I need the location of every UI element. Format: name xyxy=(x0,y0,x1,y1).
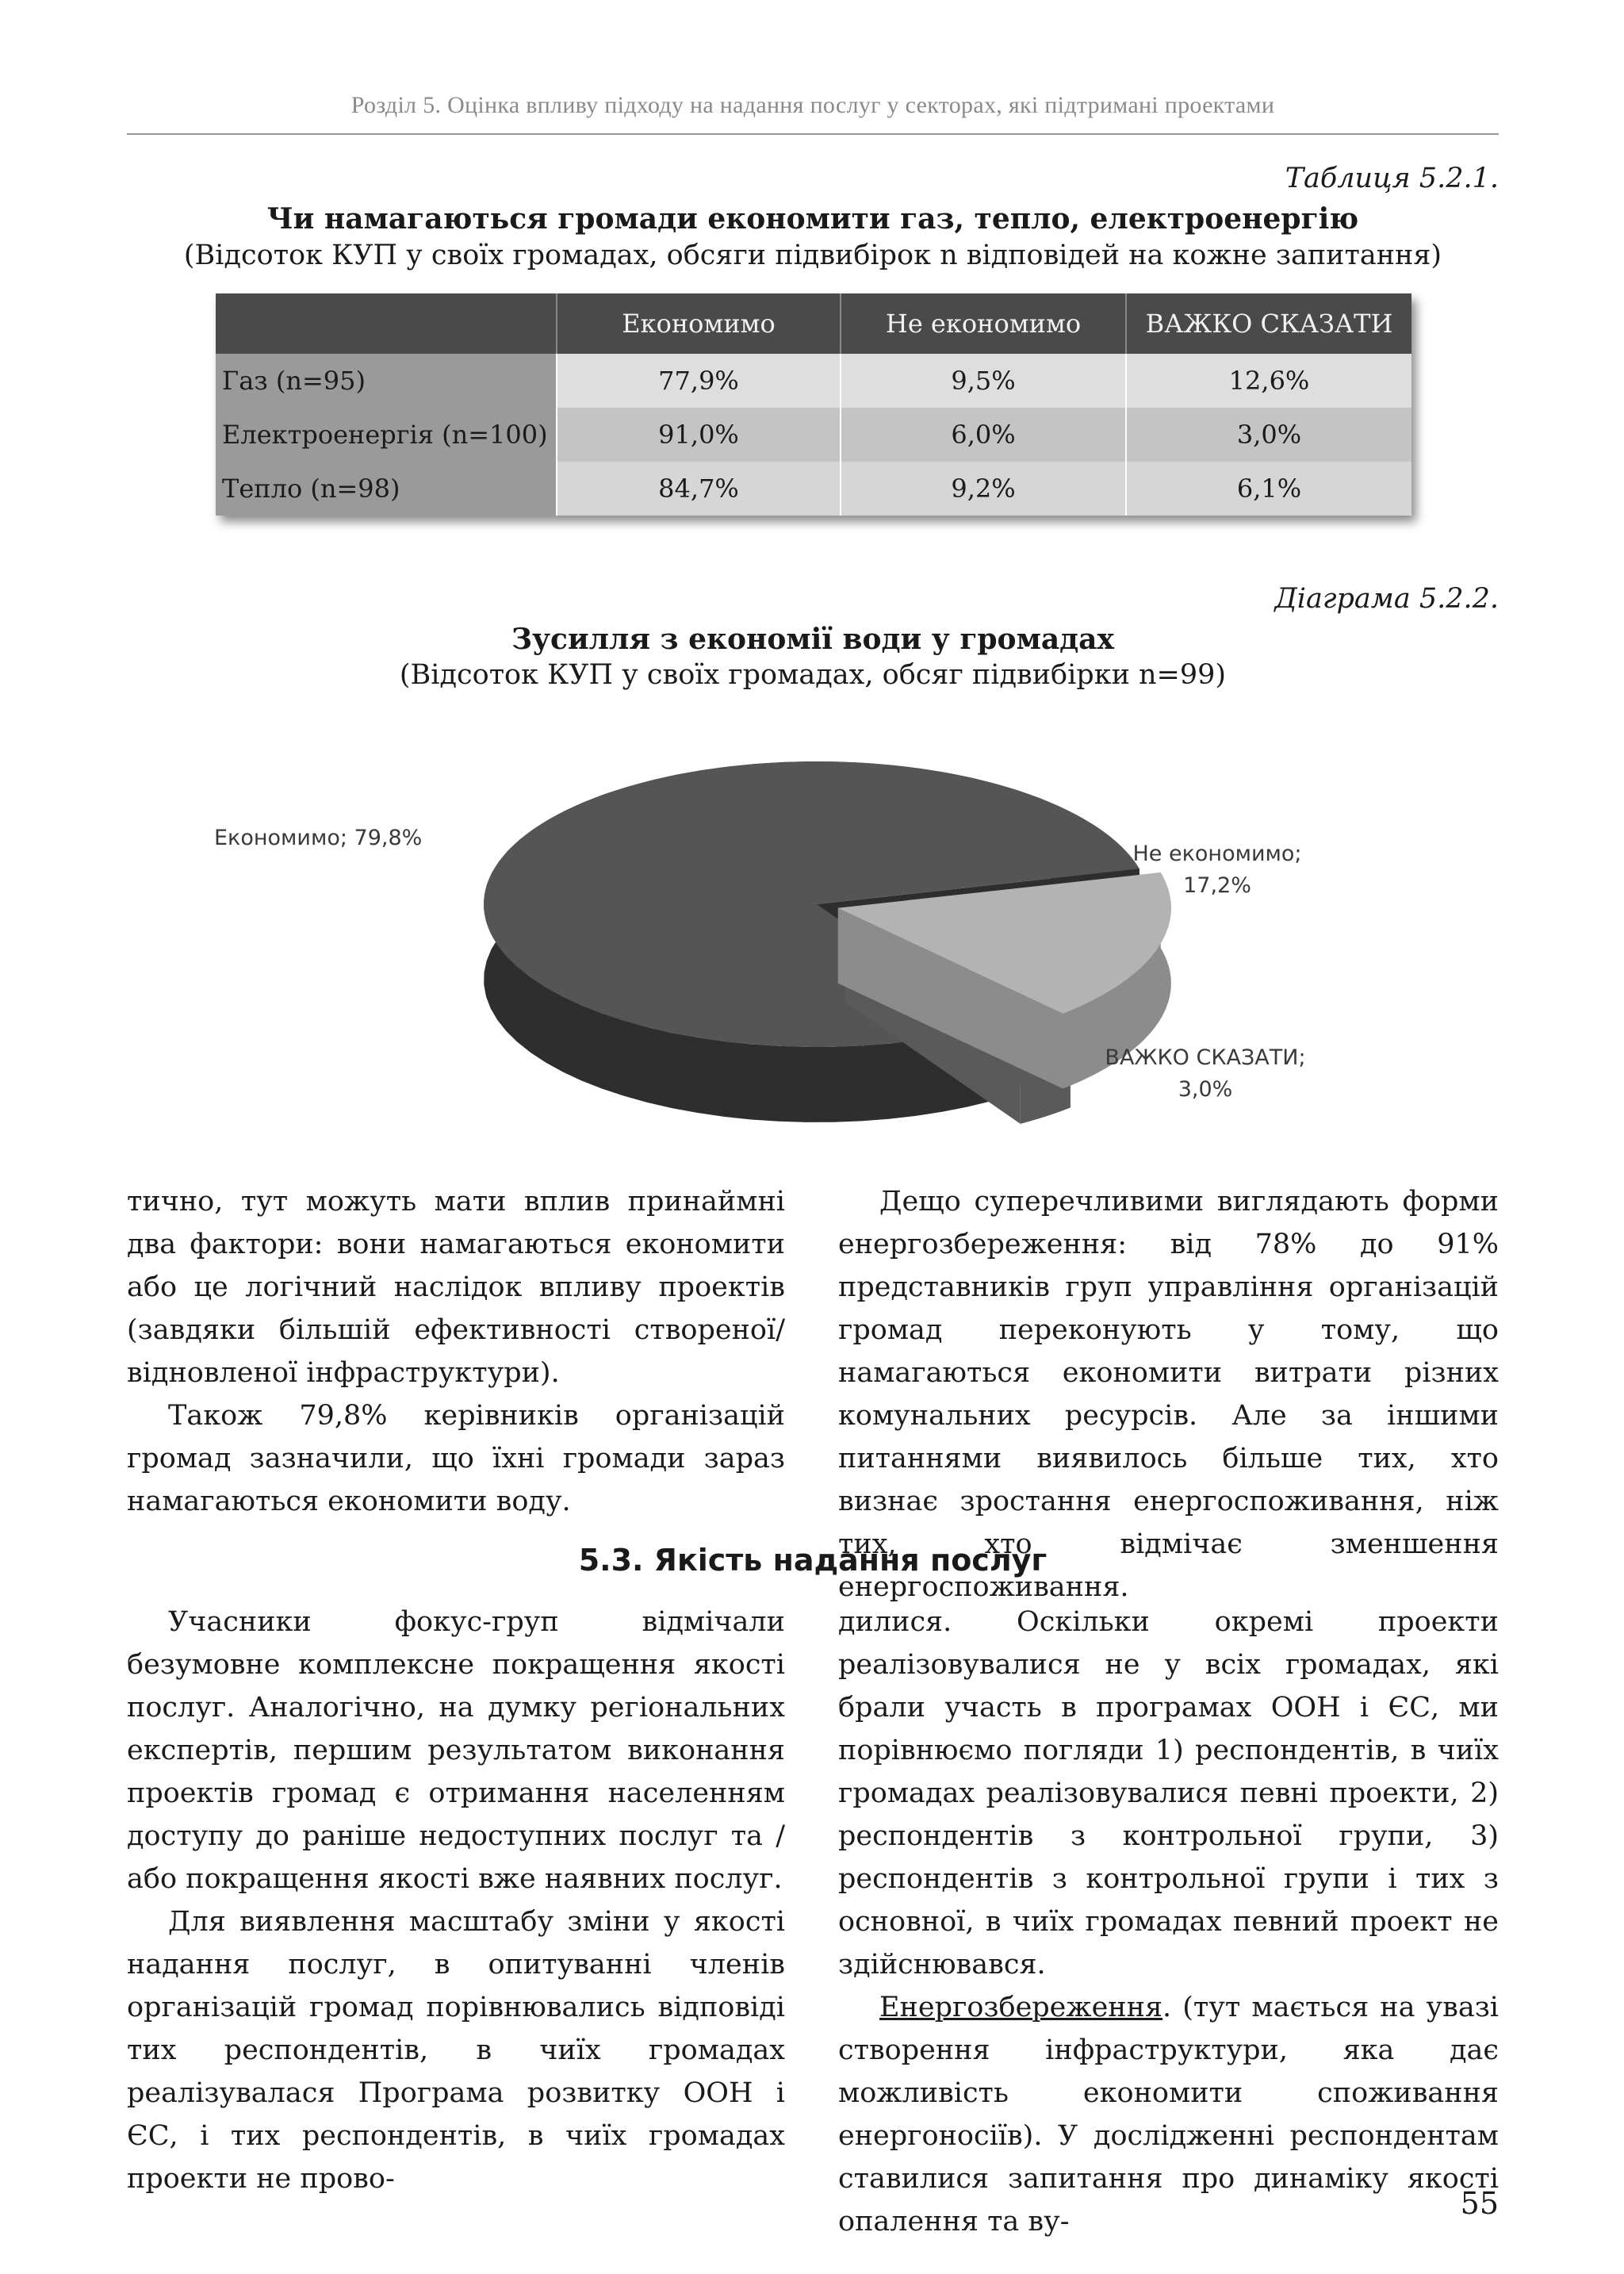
table-cell: 91,0% xyxy=(557,408,841,462)
body-bottom-left xyxy=(127,1601,785,2200)
paragraph: Для виявлення масштабу зміни у якості надання послуг, в опитуванні членів організацій громад порівнювались відповіді тих респондентів, в чиїх громадах реалізувалася Програма розвитку ООН і ЄС, і тих респондентів, в чиїх громадах проекти не прово- xyxy=(127,1906,785,2195)
pie-data-label: 3,0% xyxy=(1178,1077,1233,1102)
table-cell: 84,7% xyxy=(557,462,841,516)
chart-title: Зусилля з економії води у громадах xyxy=(511,623,1114,656)
row-label: Газ (n=95) xyxy=(216,354,557,408)
pie-data-label: 17,2% xyxy=(1183,873,1251,898)
column-header: Не економимо xyxy=(841,293,1126,354)
pie-chart xyxy=(190,746,1459,1158)
table-subtitle: (Відсоток КУП у своїх громадах, обсяги підвибірок n відповідей на кожне запитання) xyxy=(183,240,1442,271)
pie-data-label: Економимо; 79,8% xyxy=(214,826,423,850)
chart-label: Діаграма 5.2.2. xyxy=(1274,583,1499,615)
row-label: Тепло (n=98) xyxy=(216,462,557,516)
body-top-left xyxy=(127,1180,785,1523)
paragraph: Учасники фокус-груп відмічали безумовне комплексне покращення якості послуг. Аналогічно, на думку регіональних експертів, першим результатом виконання проектів громад є отримання населенням доступу до раніше недоступних послуг та / або покращення якості вже наявних послуг. xyxy=(127,1606,785,1895)
page-number: 55 xyxy=(1460,2186,1499,2221)
table-cell: 9,2% xyxy=(841,462,1126,516)
table-cell: 9,5% xyxy=(841,354,1126,408)
paragraph: тично, тут можуть мати вплив принаймні два фактори: вони намагаються економити або це логічний наслідок впливу проектів (завдяки більшій ефективності створеної/відновленої інфраструктури). xyxy=(127,1186,785,1389)
table-cell: 6,1% xyxy=(1126,462,1411,516)
table-row xyxy=(216,462,1411,516)
row-label: Електроенергія (n=100) xyxy=(216,408,557,462)
table-row xyxy=(216,354,1411,408)
pie-data-label: ВАЖКО СКАЗАТИ; xyxy=(1105,1045,1306,1070)
section-title: 5.3. Якість надання послуг xyxy=(578,1543,1048,1578)
table-cell: 6,0% xyxy=(841,408,1126,462)
column-header xyxy=(216,293,557,354)
chart-subtitle: (Відсоток КУП у своїх громадах, обсяг підвибірки n=99) xyxy=(399,659,1227,691)
data-table xyxy=(216,293,1411,516)
underlined-term: Енергозбереження xyxy=(879,1992,1163,2023)
column-header: Економимо xyxy=(557,293,841,354)
table-label: Таблиця 5.2.1. xyxy=(1285,163,1499,194)
pie-data-label: Не економимо; xyxy=(1132,842,1302,866)
body-bottom-right xyxy=(838,1601,1499,2243)
paragraph: дилися. Оскільки окремі проекти реалізовувалися не у всіх громадах, які брали участь в програмах ООН і ЄС, ми порівнюємо погляди 1) респондентів, в чиїх громадах реалізовувалися певні проекти, 2) респондентів з контрольної групи, 3) респондентів з контрольної групи і тих з основної, в чиїх громадах певний проект не здійснювався. xyxy=(838,1606,1499,1981)
table-row xyxy=(216,408,1411,462)
paragraph: Також 79,8% керівників організацій громад зазначили, що їхні громади зараз намагаються економити воду. xyxy=(127,1400,785,1517)
table-header-row xyxy=(216,293,1411,354)
header-divider xyxy=(127,133,1499,135)
table-cell: 77,9% xyxy=(557,354,841,408)
paragraph: Дещо суперечливими виглядають форми енергозбереження: від 78% до 91% представників груп управління організацій громад переконують у тому, що намагаються економити витрати різних комунальних ресурсів. Але за іншими питаннями виявилось більше тих, хто визнає зростання енергоспоживання, ніж тих, хто відмічає зменшення енергоспоживання. xyxy=(838,1186,1499,1603)
table-title: Чи намагаються громади економити газ, тепло, електроенергію xyxy=(266,202,1359,236)
table-cell: 3,0% xyxy=(1126,408,1411,462)
table-cell: 12,6% xyxy=(1126,354,1411,408)
paragraph-text: . (тут мається на увазі створення інфраструктури, яка дає можливість економити споживання енергоносіїв). У дослідженні респондентам ставилися запитання про динаміку якості опалення та ву- xyxy=(838,1992,1499,2238)
column-header: ВАЖКО СКАЗАТИ xyxy=(1126,293,1411,354)
running-head: Розділ 5. Оцінка впливу підходу на надання послуг у секторах, які підтримані проектами xyxy=(350,92,1275,118)
